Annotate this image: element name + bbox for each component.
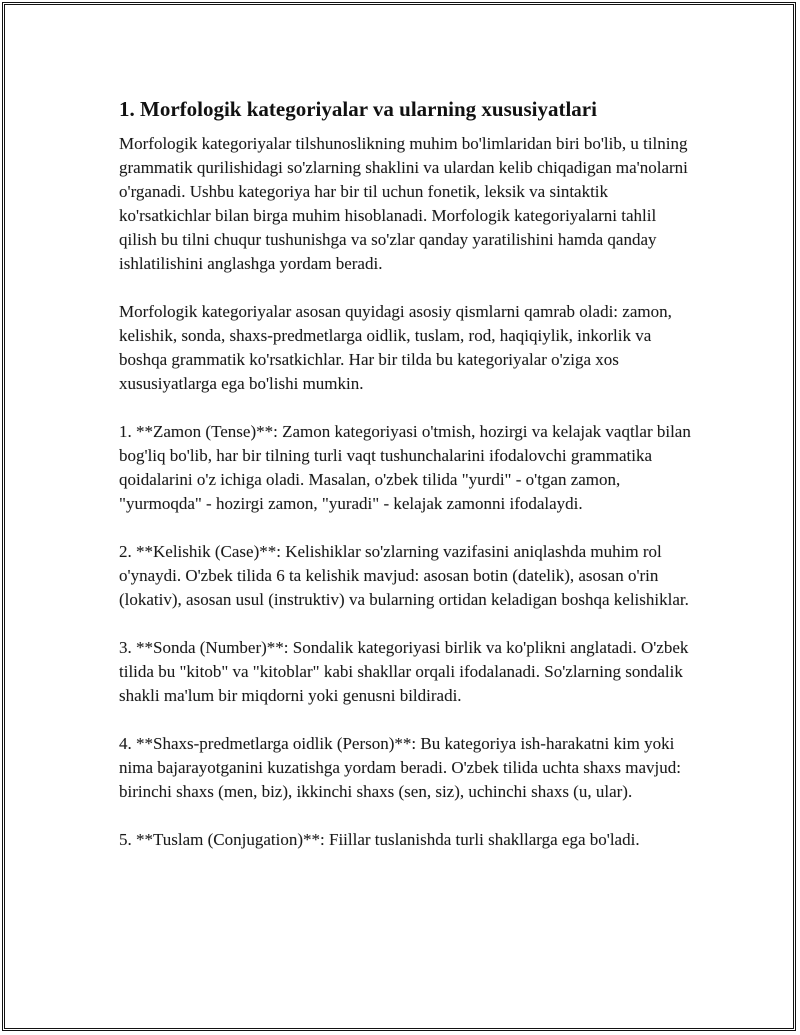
paragraph-overview: Morfologik kategoriyalar asosan quyidagi asosiy qismlarni qamrab oladi: zamon, kelishik, sonda, shaxs-predmetlarga oidlik, tuslam, rod, haqiqiylik, inkorlik va boshqa grammatik ko'rsatkichlar. Har bir tilda bu kategoriyalar o'ziga xos xususiyatlarga ega bo'lishi mumkin. [119, 302, 672, 393]
paragraph-person: 4. **Shaxs-predmetlarga oidlik (Person)**: Bu kategoriya ish-harakatni kim yoki nima bajarayotganini kuzatishga yordam beradi. O'zbek tilida uchta shaxs mavjud: birinchi shaxs (men, biz), ikkinchi shaxs (sen, siz), uchinchi shaxs (u, ular). [119, 734, 682, 801]
paragraph-tense: 1. **Zamon (Tense)**: Zamon kategoriyasi o'tmish, hozirgi va kelajak vaqtlar bilan bog'liq bo'lib, har bir tilning turli vaqt tushunchalarini ifodalovchi grammatika qoidalarini o'z ichiga oladi. Masalan, o'zbek tilida "yurdi" - o'tgan zamon, "yurmoqda" - hozirgi zamon, "yuradi" - kelajak zamonni ifodalaydi. [119, 422, 691, 513]
paragraph-conjugation: 5. **Tuslam (Conjugation)**: Fiillar tuslanishda turli shakllarga ega bo'ladi. [119, 830, 640, 849]
section-heading: 1. Morfologik kategoriyalar va ularning xususiyatlari [119, 97, 597, 121]
document-page [4, 4, 794, 1029]
document-body [119, 95, 694, 876]
paragraph-number: 3. **Sonda (Number)**: Sondalik kategoriyasi birlik va ko'plikni anglatadi. O'zbek tilida bu "kitob" va "kitoblar" kabi shakllar orqali ifodalanadi. So'zlarning sondalik shakli ma'lum bir miqdorni yoki genusni bildiradi. [119, 638, 689, 705]
paragraph-intro: Morfologik kategoriyalar tilshunoslikning muhim bo'limlaridan biri bo'lib, u tilning grammatik qurilishidagi so'zlarning shaklini va ulardan kelib chiqadigan ma'nolarni o'rganadi. Ushbu kategoriya har bir til uchun fonetik, leksik va sintaktik ko'rsatkichlar bilan birga muhim hisoblanadi. Morfologik kategoriyalarni tahlil qilish bu tilni chuqur tushunishga va so'zlar qanday yaratilishini hamda qanday ishlatilishini anglashga yordam beradi. [119, 134, 688, 273]
paragraph-case: 2. **Kelishik (Case)**: Kelishiklar so'zlarning vazifasini aniqlashda muhim rol o'ynaydi. O'zbek tilida 6 ta kelishik mavjud: asosan botin (datelik), asosan o'rin (lokativ), asosan usul (instruktiv) va bularning ortidan keladigan boshqa kelishiklar. [119, 542, 689, 609]
